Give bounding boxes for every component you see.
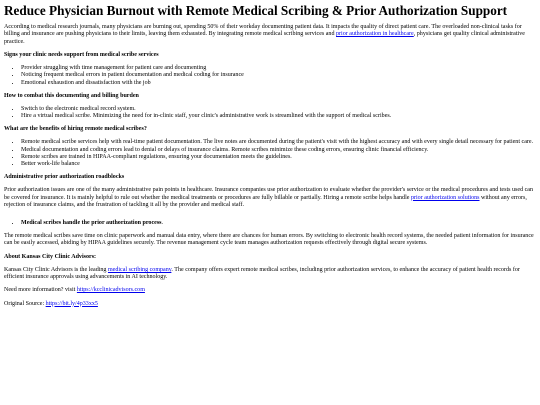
website-link[interactable]: https://kcclinicadvisors.com — [76, 287, 145, 294]
process-list — [4, 220, 536, 227]
combat-heading: How to combat this documenting and billing burden — [4, 92, 139, 99]
medical-scribing-company-link[interactable]: medical scribing company — [107, 266, 172, 273]
list-item: • Switch to the electronic medical record system. — [21, 106, 536, 113]
list-item: • Emotional exhaustion and dissatisfaction with the job — [21, 80, 536, 87]
page-title: Reduce Physician Burnout with Remote Medical Scribing & Prior Authorization Support — [4, 3, 508, 18]
source-line: Original Source: https://bit.ly/4p33xx5 — [4, 300, 98, 307]
more-info-line: Need more information? visit https://kcclinicadvisors.com — [4, 287, 145, 294]
list-item: • Medical scribes handle the prior authorization process. — [21, 220, 536, 227]
about-paragraph: Kansas City Clinic Advisors is the leading medical scribing company. The company offers expert remote medical scribes, including prior authorization services, to enhance the accuracy of patient health records for efficient insurance approvals using advancements in AI technology. — [4, 266, 520, 281]
combat-list — [4, 106, 536, 121]
prior-authorization-solutions-link[interactable]: prior authorization solutions — [410, 194, 480, 201]
prior-authorization-link[interactable]: prior authorization in healthcare — [336, 31, 414, 38]
save-time-paragraph: The remote medical scribes save time on clinic paperwork and manual data entry, where there are chances for human errors. By switching to electronic health record systems, the needed patient information for insurance can be easily accessed, abiding by HIPAA guidelines securely. The revenue management cycle team manages authorization requests effectively through digital secure systems. — [4, 232, 534, 247]
benefits-heading: What are the benefits of hiring remote medical scribes? — [4, 125, 147, 132]
signs-list — [4, 65, 536, 87]
list-item: • Better work-life balance — [21, 161, 536, 168]
source-link[interactable]: https://bit.ly/4p33xx5 — [45, 300, 98, 307]
roadblocks-heading: Administrative prior authorization roadblocks — [4, 173, 125, 180]
list-item: • Noticing frequent medical errors in patient documentation and medical coding for insurance — [21, 72, 536, 79]
benefits-list — [4, 139, 536, 168]
about-heading: About Kansas City Clinic Advisors: — [4, 253, 97, 260]
list-item: • Remote medical scribe services help with real-time patient documentation. The live notes are documented during the patient's visit with the highest accuracy and with every single detail necessary for patient care. — [21, 139, 536, 146]
intro-paragraph: According to medical research journals, many physicians are burning out, spending 50% of their workday documenting patient data. It impacts the quality of direct patient care. The overloaded non-clinical tasks for billing and insurance are pushing physicians to their limits, leaving them exhausted. By integrating remote medical scribing services and prior authorization in healthcare, physicians get quality clinical administrative practice. — [4, 24, 525, 45]
signs-heading: Signs your clinic needs support from medical scribe services — [4, 51, 159, 58]
list-item: • Hire a virtual medical scribe. Minimizing the need for in-clinic staff, your clinic's administrative work is streamlined with the support of medical scribes. — [21, 113, 536, 120]
list-item: • Provider struggling with time management for patient care and documenting — [21, 65, 536, 72]
list-item: • Medical documentation and coding errors lead to denial or delays of insurance claims. Remote scribes minimize these coding errors, ensuring clinic financial efficiency. — [21, 147, 536, 154]
roadblocks-paragraph: Prior authorization issues are one of the many administrative pain points in healthcare. Insurance companies use prior authorization to evaluate whether the provider's service or the medical procedures and tests used can be covered for insurance. It is mainly helpful to rule out whether the medical treatments or procedures are fully billable or partially. Hiring a remote scribe helps handle prior authorization solutions without any errors, rejection of insurance claims, and the frustration of tackling it all by the provider and medical staff. — [4, 187, 534, 208]
list-item: • Remote scribes are trained in HIPAA-compliant regulations, ensuring your documentation meets the guidelines. — [21, 154, 536, 161]
